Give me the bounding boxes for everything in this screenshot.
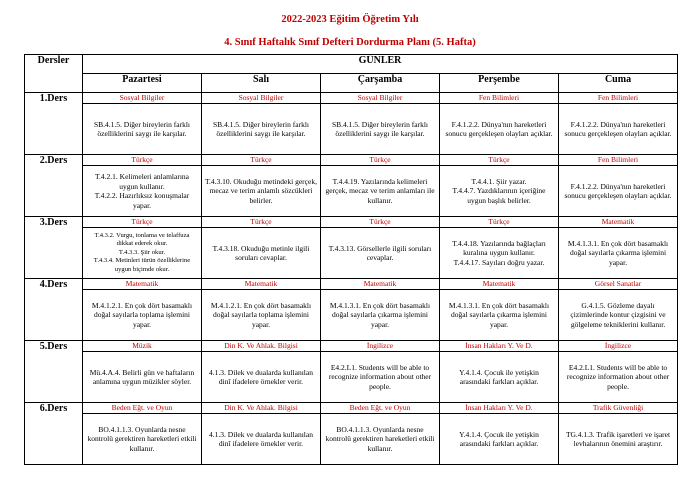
plan-cell-monday xyxy=(83,93,202,155)
plan-cell-thursday xyxy=(440,155,559,217)
day-header-friday: Cuma xyxy=(559,74,678,93)
outcome-text: BO.4.1.1.3. Oyunlarda nesne kontrolü gerektiren hareketleri etkili kullanır. xyxy=(325,424,435,453)
outcome-text: T.4.2.1. Kelimeleri anlamlarına uygun kullanır. T.4.2.2. Hazırlıksız konuşmalar yapar. xyxy=(94,172,190,210)
plan-cell-thursday xyxy=(440,279,559,341)
subject-label: Türkçe xyxy=(202,155,320,166)
plan-cell-tuesday xyxy=(202,341,321,403)
plan-cell-thursday xyxy=(440,217,559,279)
lesson-row xyxy=(25,403,678,465)
subject-label: Matematik xyxy=(83,279,201,290)
outcome-text: E4.2.L1. Students will be able to recognize information about other people. xyxy=(566,362,670,391)
outcome-text: Y.4.1.4. Çocuk ile yetişkin arasındaki farkları açıklar. xyxy=(459,367,539,386)
subject-label: Matematik xyxy=(202,279,320,290)
outcome-text: E4.2.L1. Students will be able to recognize information about other people. xyxy=(328,362,432,391)
outcome-text: SB.4.1.5. Diğer bireylerin farklı özelliklerini saygı ile karşılar. xyxy=(93,119,191,138)
subject-label: Türkçe xyxy=(321,155,439,166)
subject-label: Türkçe xyxy=(321,217,439,228)
plan-cell-tuesday xyxy=(202,279,321,341)
subject-label: Fen Bilimleri xyxy=(559,155,677,166)
lesson-row xyxy=(25,341,678,403)
subject-label: Din K. Ve Ahlak. Bilgisi xyxy=(202,403,320,414)
subject-label: Sosyal Bilgiler xyxy=(83,93,201,104)
plan-cell-tuesday xyxy=(202,155,321,217)
outcome-text: SB.4.1.5. Diğer bireylerin farklı özelliklerini saygı ile karşılar. xyxy=(212,119,310,138)
plan-cell-friday xyxy=(559,155,678,217)
outcome-text: T.4.4.18. Yazılarında bağlaçları kuralına uygun kullanır. T.4.4.17. Sayıları doğru yazar. xyxy=(452,238,546,267)
plan-cell-friday xyxy=(559,279,678,341)
subject-label: Beden Eğt. ve Oyun xyxy=(321,403,439,414)
day-header-monday: Pazartesi xyxy=(83,74,202,93)
weekly-plan-table xyxy=(24,54,678,465)
outcome-text: 4.1.3. Dilek ve dualarda kullanılan dinî ifadelere örnekler verir. xyxy=(209,367,313,386)
outcome-text: M.4.1.3.1. En çok dört basamaklı doğal sayılarla çıkarma işlemini yapar. xyxy=(329,300,431,329)
subject-label: İnsan Hakları Y. Ve D. xyxy=(440,341,558,352)
lesson-label: 2.Ders xyxy=(25,155,83,217)
subject-label: İngilizce xyxy=(559,341,677,352)
outcome-text: F.4.1.2.2. Dünya'nın hareketleri sonucu gerçekleşen olayları açıklar. xyxy=(445,119,553,138)
subject-label: Sosyal Bilgiler xyxy=(321,93,439,104)
subject-label: Beden Eğt. ve Oyun xyxy=(83,403,201,414)
plan-cell-thursday xyxy=(440,93,559,155)
plan-cell-monday xyxy=(83,279,202,341)
subject-label: Müzik xyxy=(83,341,201,352)
plan-cell-tuesday xyxy=(202,217,321,279)
plan-cell-wednesday xyxy=(321,93,440,155)
plan-cell-monday xyxy=(83,341,202,403)
lesson-row xyxy=(25,155,678,217)
subject-label: Görsel Sanatlar xyxy=(559,279,677,290)
subject-label: Matematik xyxy=(440,279,558,290)
lesson-label: 1.Ders xyxy=(25,93,83,155)
subject-label: Trafik Güvenliği xyxy=(559,403,677,414)
outcome-text: M.4.1.2.1. En çok dört basamaklı doğal sayılarla toplama işlemini yapar. xyxy=(91,300,193,329)
outcome-text: F.4.1.2.2. Dünya'nın hareketleri sonucu gerçekleşen olayları açıklar. xyxy=(564,181,672,200)
document-subtitle: 4. Sınıf Haftalık Sınıf Defteri Dordurma Planı (5. Hafta) xyxy=(224,37,476,48)
outcome-text: T.4.4.1. Şiir yazar. T.4.4.7. Yazdıklarının içeriğine uygun başlık belirler. xyxy=(452,176,546,205)
document-title: 2022-2023 Eğitim Öğretim Yılı xyxy=(281,14,419,25)
plan-cell-tuesday xyxy=(202,403,321,465)
subject-label: Türkçe xyxy=(440,155,558,166)
days-header-row xyxy=(25,74,678,93)
subject-label: Din K. Ve Ahlak. Bilgisi xyxy=(202,341,320,352)
subject-label: Türkçe xyxy=(440,217,558,228)
outcome-text: G.4.1.5. Gözleme dayalı çizimlerinde kontur çizgisini ve gölgeleme tekniklerini kullanır. xyxy=(570,300,666,329)
subject-label: Matematik xyxy=(321,279,439,290)
outcome-text: SB.4.1.5. Diğer bireylerin farklı özelliklerini saygı ile karşılar. xyxy=(331,119,429,138)
subject-label: Fen Bilimleri xyxy=(440,93,558,104)
lessons-column-header: Dersler xyxy=(25,55,83,93)
subject-label: Matematik xyxy=(559,217,677,228)
plan-cell-monday xyxy=(83,155,202,217)
plan-cell-monday xyxy=(83,217,202,279)
subject-label: İngilizce xyxy=(321,341,439,352)
lesson-label: 3.Ders xyxy=(25,217,83,279)
subject-label: İnsan Hakları Y. Ve D. xyxy=(440,403,558,414)
outcome-text: BO.4.1.1.3. Oyunlarda nesne kontrolü gerektiren hareketleri etkili kullanır. xyxy=(87,424,197,453)
plan-cell-wednesday xyxy=(321,217,440,279)
outcome-text: M.4.1.3.1. En çok dört basamaklı doğal sayılarla çıkarma işlemini yapar. xyxy=(448,300,550,329)
plan-cell-friday xyxy=(559,217,678,279)
day-header-tuesday: Salı xyxy=(202,74,321,93)
plan-cell-wednesday xyxy=(321,341,440,403)
outcome-text: TG.4.1.3. Trafik işaretleri ve işaret levhalarının önemini araştırır. xyxy=(565,429,671,448)
outcome-text: T.4.3.18. Okuduğu metinle ilgili soruları cevaplar. xyxy=(212,243,310,262)
day-header-wednesday: Çarşamba xyxy=(321,74,440,93)
outcome-text: F.4.1.2.2. Dünya'nın hareketleri sonucu gerçekleşen olayları açıklar. xyxy=(564,119,672,138)
lesson-row xyxy=(25,279,678,341)
outcome-text: T.4.4.19. Yazılarında kelimeleri gerçek, mecaz ve terim anlamları ile kullanır. xyxy=(325,176,435,205)
outcome-text: T.4.3.2. Vurgu, tonlama ve telaffuza dikkat ederek okur. T.4.3.3. Şiir okur. T.4.3.4. Metinleri türün özelliklerine uygun biçimde okur. xyxy=(93,231,191,273)
plan-cell-wednesday xyxy=(321,403,440,465)
outcome-text: M.4.1.2.1. En çok dört basamaklı doğal sayılarla toplama işlemini yapar. xyxy=(210,300,312,329)
lesson-label: 5.Ders xyxy=(25,341,83,403)
outcome-text: T.4.3.13. Görsellerle ilgili soruları cevaplar. xyxy=(328,243,432,262)
subject-label: Türkçe xyxy=(83,217,201,228)
outcome-text: T.4.3.10. Okuduğu metindeki gerçek, mecaz ve terim anlamlı sözcükleri belirler. xyxy=(205,176,317,205)
lesson-row xyxy=(25,93,678,155)
outcome-text: M.4.1.3.1. En çok dört basamaklı doğal sayılarla çıkarma işlemini yapar. xyxy=(567,238,669,267)
subject-label: Türkçe xyxy=(202,217,320,228)
plan-cell-friday xyxy=(559,93,678,155)
lesson-label: 4.Ders xyxy=(25,279,83,341)
plan-cell-friday xyxy=(559,403,678,465)
plan-cell-thursday xyxy=(440,403,559,465)
plan-body xyxy=(25,93,678,465)
plan-cell-tuesday xyxy=(202,93,321,155)
plan-cell-wednesday xyxy=(321,279,440,341)
outcome-text: Y.4.1.4. Çocuk ile yetişkin arasındaki farkları açıklar. xyxy=(459,429,539,448)
outcome-text: Mü.4.A.4. Belirli gün ve haftaların anlamına uygun müzikler söyler. xyxy=(89,367,195,386)
day-header-thursday: Perşembe xyxy=(440,74,559,93)
plan-cell-monday xyxy=(83,403,202,465)
plan-cell-friday xyxy=(559,341,678,403)
plan-cell-thursday xyxy=(440,341,559,403)
lesson-row xyxy=(25,217,678,279)
subject-label: Fen Bilimleri xyxy=(559,93,677,104)
lesson-label: 6.Ders xyxy=(25,403,83,465)
subject-label: Türkçe xyxy=(83,155,201,166)
outcome-text: 4.1.3. Dilek ve dualarda kullanılan dinî ifadelere örnekler verir. xyxy=(209,429,313,448)
subject-label: Sosyal Bilgiler xyxy=(202,93,320,104)
plan-cell-wednesday xyxy=(321,155,440,217)
days-group-header: GÜNLER xyxy=(83,55,678,74)
